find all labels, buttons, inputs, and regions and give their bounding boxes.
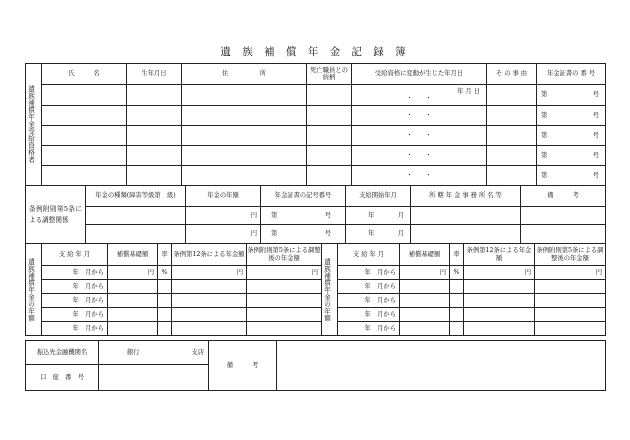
bank-word: 銀行 xyxy=(127,348,140,356)
header-cert-symbol-number: 年金証書の記号番号 xyxy=(261,186,346,207)
adjust-remarks-cell[interactable] xyxy=(521,207,606,225)
cert-number-cell[interactable]: 第 号 xyxy=(537,146,606,166)
bank-remarks-cell[interactable] xyxy=(277,341,606,391)
base-amount-cell[interactable] xyxy=(400,322,450,336)
bank-remarks-label: 備 考 xyxy=(209,341,277,391)
branch-word: 支店 xyxy=(191,348,204,356)
recipient-cell[interactable] xyxy=(182,106,307,126)
art5-amount-cell[interactable] xyxy=(535,308,606,322)
art5-amount-cell[interactable] xyxy=(535,280,606,294)
period-cell[interactable]: 年 月から xyxy=(42,322,108,336)
change-date-cell[interactable]: ・ ・ xyxy=(352,126,487,146)
base-amount-cell[interactable] xyxy=(108,308,158,322)
header-art5-amount: 条例附則第5条による調整後の年金額 xyxy=(247,244,322,266)
base-amount-cell[interactable] xyxy=(400,294,450,308)
header-period: 支 給 年 月 xyxy=(42,244,108,266)
recipient-cell[interactable] xyxy=(127,146,182,166)
cert-symbol-cell[interactable]: 第 号 xyxy=(261,207,346,225)
art5-amount-cell[interactable] xyxy=(535,322,606,336)
date-marks: ・ ・ xyxy=(406,95,432,102)
header-base-amount: 補償基礎額 xyxy=(400,244,450,266)
recipient-cell[interactable] xyxy=(127,166,182,186)
header-reason: そ の 事 由 xyxy=(487,64,537,85)
bank-table xyxy=(25,340,606,391)
art12-amount-cell[interactable]: 円 xyxy=(464,266,535,280)
header-annual-amount: 年金の年額 xyxy=(186,186,261,207)
recipient-cell[interactable] xyxy=(487,166,537,186)
header-art12-amount: 条例第12条による年金額 xyxy=(172,244,247,266)
recipient-cell[interactable] xyxy=(307,146,352,166)
header-change-date: 受給資格に変動が生じた年月日 xyxy=(352,64,487,85)
recipient-cell[interactable] xyxy=(487,126,537,146)
header-art12-amount: 条例第12条による年金額 xyxy=(464,244,535,266)
art5-amount-cell[interactable] xyxy=(247,322,322,336)
header-rate: 率 xyxy=(158,244,172,266)
header-period: 支 給 年 月 xyxy=(338,244,400,266)
period-cell[interactable]: 年 月から xyxy=(338,322,400,336)
annual-amount-cell[interactable]: 円 xyxy=(186,207,261,225)
pension-kind-cell[interactable] xyxy=(86,207,186,225)
art12-amount-cell[interactable] xyxy=(464,308,535,322)
recipient-cell[interactable] xyxy=(307,166,352,186)
art12-amount-cell[interactable] xyxy=(464,294,535,308)
art5-amount-cell[interactable]: 円 xyxy=(247,266,322,280)
start-month-cell[interactable]: 年 月 xyxy=(346,207,411,225)
header-adjust-remarks: 備 考 xyxy=(521,186,606,207)
recipient-cell[interactable] xyxy=(42,166,127,186)
base-amount-cell[interactable] xyxy=(108,294,158,308)
start-month-cell[interactable]: 年 月 xyxy=(346,225,411,244)
rate-cell[interactable] xyxy=(450,294,464,308)
art12-amount-cell[interactable] xyxy=(172,280,247,294)
adjust-remarks-cell[interactable] xyxy=(521,225,606,244)
change-date-cell[interactable] xyxy=(352,85,487,106)
recipient-cell[interactable] xyxy=(487,85,537,106)
header-relation: 死亡職員との続柄 xyxy=(307,64,352,85)
header-birthdate: 生年月日 xyxy=(127,64,182,85)
rate-cell[interactable] xyxy=(158,280,172,294)
base-amount-cell[interactable] xyxy=(108,280,158,294)
pension-side-label: 遺族補償年金の年額 xyxy=(26,244,42,336)
base-amount-cell[interactable] xyxy=(400,308,450,322)
base-amount-cell[interactable] xyxy=(108,322,158,336)
header-art5-amount: 条例附則第5条による調整後の年金額 xyxy=(535,244,606,266)
recipient-cell[interactable] xyxy=(487,106,537,126)
cert-number-cell[interactable]: 第 号 xyxy=(537,126,606,146)
header-base-amount: 補償基礎額 xyxy=(108,244,158,266)
account-number-label: 口 座 番 号 xyxy=(26,365,99,391)
recipient-cell[interactable] xyxy=(307,85,352,106)
art5-amount-cell[interactable]: 円 xyxy=(535,266,606,280)
rate-cell[interactable]: % xyxy=(450,266,464,280)
period-cell[interactable]: 年 月から xyxy=(42,280,108,294)
header-address: 住 所 xyxy=(182,64,307,85)
header-rate: 率 xyxy=(450,244,464,266)
recipient-cell[interactable] xyxy=(127,106,182,126)
header-cert-number: 年金証書の 番 号 xyxy=(537,64,606,85)
header-start-month: 支給開始年月 xyxy=(346,186,411,207)
art5-amount-cell[interactable] xyxy=(247,280,322,294)
recipient-cell[interactable] xyxy=(42,106,127,126)
header-pension-office: 所 轄 年 金 事 務 所 名 等 xyxy=(411,186,521,207)
cert-number-cell[interactable]: 第 号 xyxy=(537,106,606,126)
recipient-side-label: 遺族補償年金受給資格者 xyxy=(26,64,42,186)
art12-amount-cell[interactable] xyxy=(172,322,247,336)
art12-amount-cell[interactable] xyxy=(464,322,535,336)
period-cell[interactable]: 年 月から xyxy=(42,308,108,322)
period-cell[interactable]: 年 月から xyxy=(42,294,108,308)
cert-number-cell[interactable]: 第 号 xyxy=(537,85,606,106)
account-number-cell[interactable] xyxy=(99,365,209,391)
bank-name-cell[interactable] xyxy=(99,341,209,365)
recipient-cell[interactable] xyxy=(127,85,182,106)
recipient-cell[interactable] xyxy=(127,126,182,146)
adjustment-table xyxy=(25,185,606,244)
pension-side-label: 遺族補償年金の年額 xyxy=(322,244,338,336)
pension-office-cell[interactable] xyxy=(411,225,521,244)
rate-cell[interactable] xyxy=(158,294,172,308)
pension-table-right xyxy=(321,243,606,336)
adjustment-side-label: 条例附則第5条による調整関係 xyxy=(26,186,86,244)
cert-number-cell[interactable]: 第 号 xyxy=(537,166,606,186)
pension-table-left xyxy=(25,243,322,336)
art5-amount-cell[interactable] xyxy=(535,294,606,308)
art12-amount-cell[interactable] xyxy=(464,280,535,294)
recipient-cell[interactable] xyxy=(307,126,352,146)
rate-cell[interactable]: % xyxy=(158,266,172,280)
recipient-cell[interactable] xyxy=(182,85,307,106)
art12-amount-cell[interactable] xyxy=(172,294,247,308)
recipient-cell[interactable] xyxy=(42,85,127,106)
change-date-cell[interactable]: ・ ・ xyxy=(352,146,487,166)
base-amount-cell[interactable]: 円 xyxy=(400,266,450,280)
period-cell[interactable]: 年 月から xyxy=(338,280,400,294)
art12-amount-cell[interactable] xyxy=(172,308,247,322)
recipient-cell[interactable] xyxy=(182,166,307,186)
period-cell[interactable]: 年 月から xyxy=(338,266,400,280)
cert-symbol-cell[interactable]: 第 号 xyxy=(261,225,346,244)
header-pension-kind: 年金の種類(障害等級第 級) xyxy=(86,186,186,207)
art5-amount-cell[interactable] xyxy=(247,308,322,322)
recipient-cell[interactable] xyxy=(182,146,307,166)
base-amount-cell[interactable] xyxy=(400,280,450,294)
period-cell[interactable]: 年 月から xyxy=(338,294,400,308)
period-cell[interactable]: 年 月から xyxy=(42,266,108,280)
period-cell[interactable]: 年 月から xyxy=(338,308,400,322)
page-title: 遺 族 補 償 年 金 記 録 簿 xyxy=(220,46,410,58)
recipient-cell[interactable] xyxy=(307,106,352,126)
bank-institution-label: 振込先金融機関名 xyxy=(26,341,99,365)
annual-amount-cell[interactable]: 円 xyxy=(186,225,261,244)
ymd-label: 年 月 日 xyxy=(457,87,480,95)
rate-cell[interactable] xyxy=(450,280,464,294)
rate-cell[interactable] xyxy=(158,308,172,322)
change-date-cell[interactable]: ・ ・ xyxy=(352,106,487,126)
base-amount-cell[interactable]: 円 xyxy=(108,266,158,280)
change-date-cell[interactable]: ・ ・ xyxy=(352,166,487,186)
recipient-cell[interactable] xyxy=(42,146,127,166)
rate-cell[interactable] xyxy=(158,322,172,336)
header-name: 氏 名 xyxy=(42,64,127,85)
pension-kind-cell[interactable] xyxy=(86,225,186,244)
recipient-cell[interactable] xyxy=(42,126,127,146)
recipient-table xyxy=(25,63,606,186)
pension-office-cell[interactable] xyxy=(411,207,521,225)
recipient-cell[interactable] xyxy=(182,126,307,146)
art5-amount-cell[interactable] xyxy=(247,294,322,308)
rate-cell[interactable] xyxy=(450,308,464,322)
rate-cell[interactable] xyxy=(450,322,464,336)
art12-amount-cell[interactable]: 円 xyxy=(172,266,247,280)
recipient-cell[interactable] xyxy=(487,146,537,166)
